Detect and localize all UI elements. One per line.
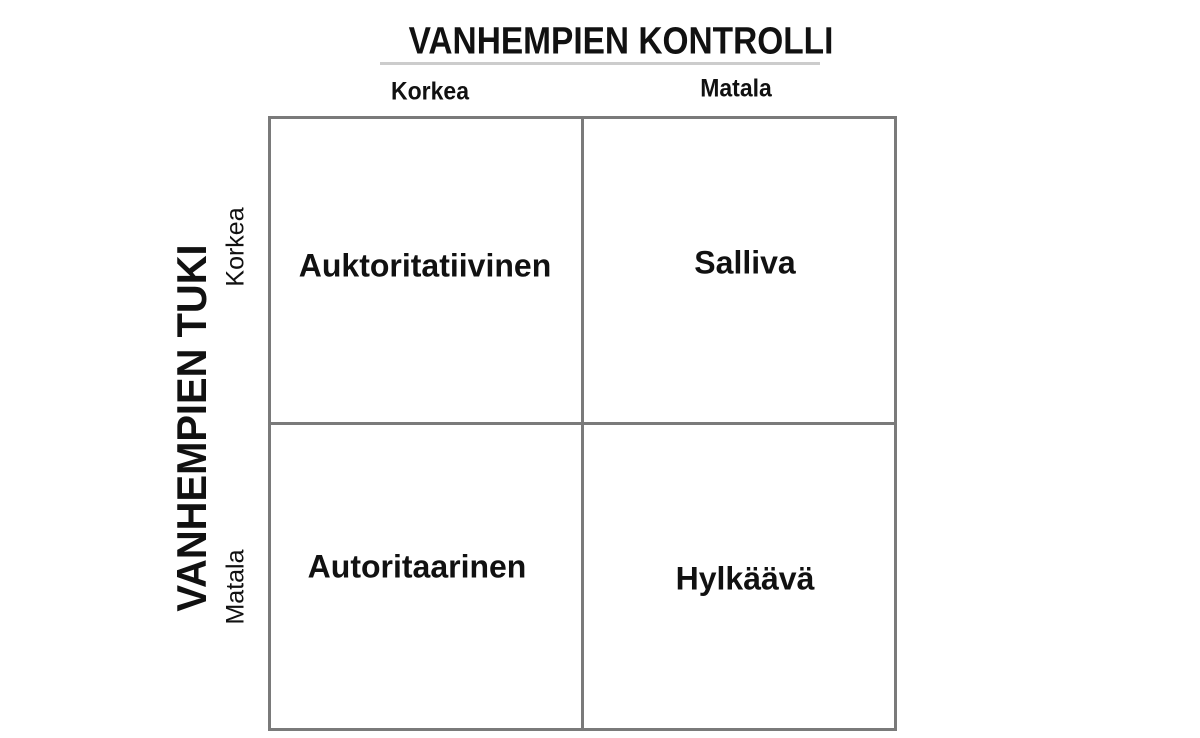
cell-authoritarian: Autoritaarinen	[307, 548, 527, 585]
x-axis-title: VANHEMPIEN KONTROLLI	[408, 20, 834, 63]
grid-horizontal-divider	[268, 422, 897, 425]
column-label-low: Matala	[700, 74, 772, 103]
cell-permissive: Salliva	[694, 244, 796, 281]
column-label-high: Korkea	[391, 77, 469, 106]
row-label-low: Matala	[221, 549, 250, 625]
row-label-high: Korkea	[221, 207, 250, 287]
cell-authoritative: Auktoritatiivinen	[298, 247, 552, 284]
y-axis-title: VANHEMPIEN TUKI	[168, 244, 215, 612]
cell-neglectful: Hylkäävä	[675, 560, 815, 597]
